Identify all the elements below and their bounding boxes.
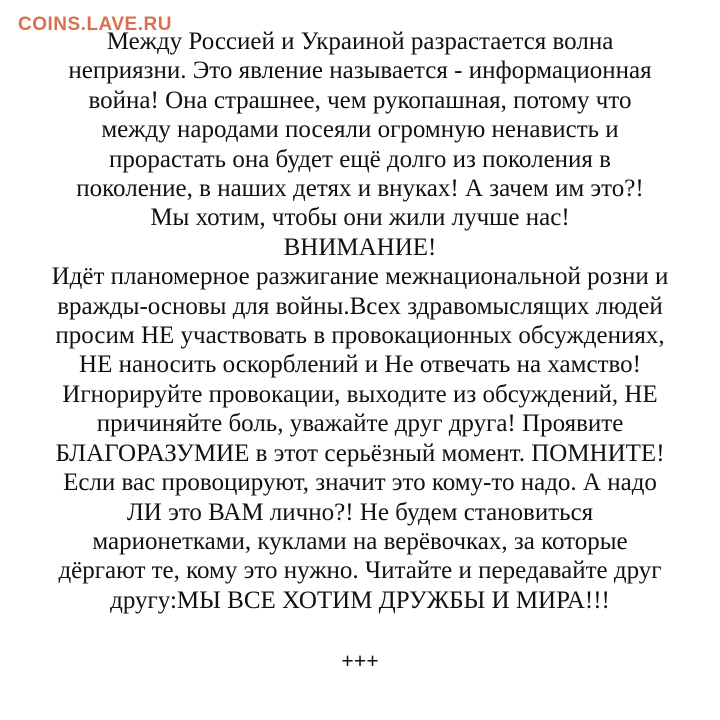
text-line: вражды-основы для войны.Всех здравомыслящих людей [57, 292, 663, 320]
footer-separator: +++ [341, 648, 379, 673]
text-line: Игнорируйте провокации, выходите из обсуждений, НЕ [62, 380, 658, 408]
text-line: ЛИ это ВАМ лично?! Не будем становиться [126, 498, 594, 526]
text-line: марионетками, куклами на верёвочках, за которые [92, 527, 628, 555]
document-text [0, 27, 720, 615]
text-line: Мы хотим, чтобы они жили лучше нас! [150, 204, 570, 232]
text-line: между народами посеяли огромную ненависть и [101, 116, 619, 144]
text-line: прорастать она будет ещё долго из поколения в [109, 145, 611, 173]
text-line: причиняйте боль, уважайте друг друга! Проявите [96, 410, 624, 438]
text-line: война! Она страшнее, чем рукопашная, потому что [88, 86, 632, 114]
site-watermark: COINS.LAVE.RU [18, 14, 172, 35]
text-line: поколение, в наших детях и внуках! А зачем им это?! [76, 175, 644, 203]
text-line: Между Россией и Украиной разрастается волна [106, 28, 614, 55]
text-line: Идёт планомерное разжигание межнациональной розни и [51, 263, 669, 291]
text-line: просим НЕ участвовать в провокационных обсуждениях, [55, 322, 665, 350]
text-line: неприязни. Это явление называется - информационная [68, 57, 652, 85]
text-line: Если вас провоцируют, значит это кому-то надо. А надо [63, 469, 657, 497]
text-line: БЛАГОРАЗУМИЕ в этот серьёзный момент. ПОМНИТЕ! [55, 439, 665, 467]
text-line: дёргают те, кому это нужно. Читайте и передавайте друг [58, 557, 662, 585]
text-line-heading: ВНИМАНИЕ! [283, 233, 437, 261]
text-line: НЕ наносить оскорблений и Не отвечать на хамство! [79, 351, 641, 379]
text-line: другу:МЫ ВСЕ ХОТИМ ДРУЖБЫ И МИРА!!! [110, 586, 610, 614]
